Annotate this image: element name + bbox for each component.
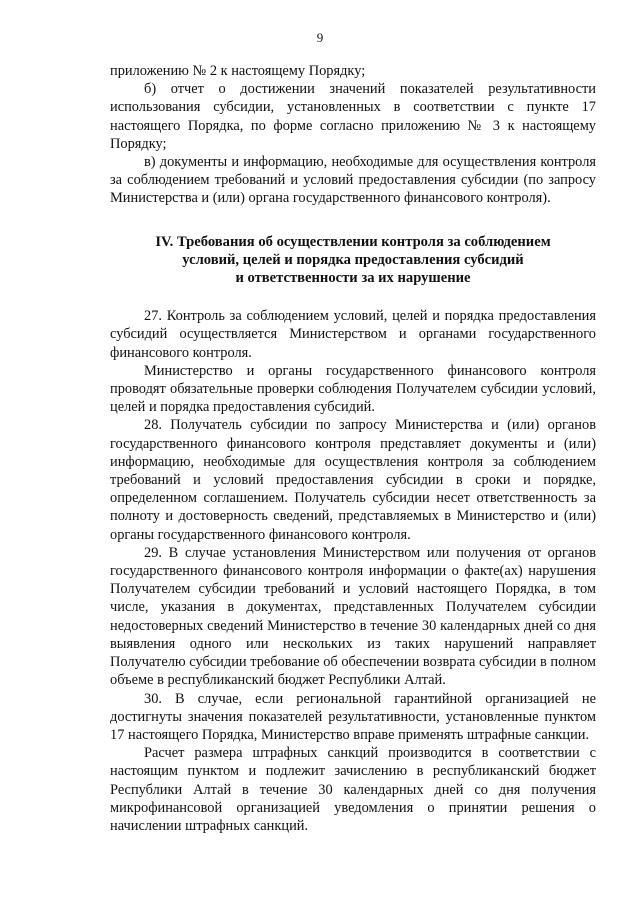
intro-paragraph-b: б) отчет о достижении значений показателей результативности использования субсидии, установленных в соответствии с пункте 17 настоящего Порядка, по форме согласно приложению № 3 к настоящему Порядку;	[110, 81, 596, 152]
paragraph-27-continued: Министерство и органы государственного финансового контроля проводят обязательные проверки соблюдения Получателем субсидии условий, целей и порядка предоставления субсидий.	[110, 362, 596, 416]
section-heading-line-2: условий, целей и порядка предоставления субсидий	[182, 251, 524, 268]
page-number: 9	[316, 30, 324, 45]
document-body	[110, 62, 596, 835]
intro-paragraph-continuation: приложению № 2 к настоящему Порядку;	[110, 63, 366, 79]
section-heading	[110, 233, 596, 288]
intro-paragraph-v: в) документы и информацию, необходимые для осуществления контроля за соблюдением требований и условий предоставления субсидии (по запросу Министерства и (или) органа государственного финансового контроля).	[110, 154, 596, 207]
paragraph-27: 27. Контроль за соблюдением условий, целей и порядка предоставления субсидий осуществляется Министерством и органами государственного финансового контроля.	[110, 308, 596, 361]
paragraph-30: 30. В случае, если региональной гарантийной организацией не достигнуты значения показателей результативности, установленные пунктом 17 настоящего Порядка, Министерство вправе применять штрафные санкции.	[110, 690, 596, 743]
paragraph-30-continued: Расчет размера штрафных санкций производится в соответствии с настоящим пунктом и подлежит зачислению в республиканский бюджет Республики Алтай в течение 30 календарных дней со дня получения микрофинансовой организацией уведомления о принятии решения о начислении штрафных санкций.	[110, 745, 596, 834]
paragraph-29: 29. В случае установления Министерством или получения от органов государственного финансового контроля информации о факте(ах) нарушения Получателем субсидии требований и условий настоящего Порядка, в том числе, указания в документах, представленных Получателем субсидии недостоверных сведений Министерство в течение 30 календарных дней со дня выявления одного или нескольких из таких нарушений направляет Получателю субсидии требование об обеспечении возврата субсидии в полном объеме в республиканский бюджет Республики Алтай.	[110, 544, 596, 689]
section-heading-line-1: IV. Требования об осуществлении контроля за соблюдением	[155, 233, 551, 250]
paragraph-28: 28. Получатель субсидии по запросу Министерства и (или) органов государственного финансового контроля представляет документы и (или) информацию, необходимые для осуществления контроля за соблюдением требований и условий предоставления субсидии в сроки и порядке, определенном соглашением. Получатель субсидии несет ответственность за полноту и достоверность сведений, представляемых в Министерство и (или) органы государственного финансового контроля.	[110, 417, 596, 543]
section-heading-line-3: и ответственности за их нарушение	[235, 270, 471, 287]
